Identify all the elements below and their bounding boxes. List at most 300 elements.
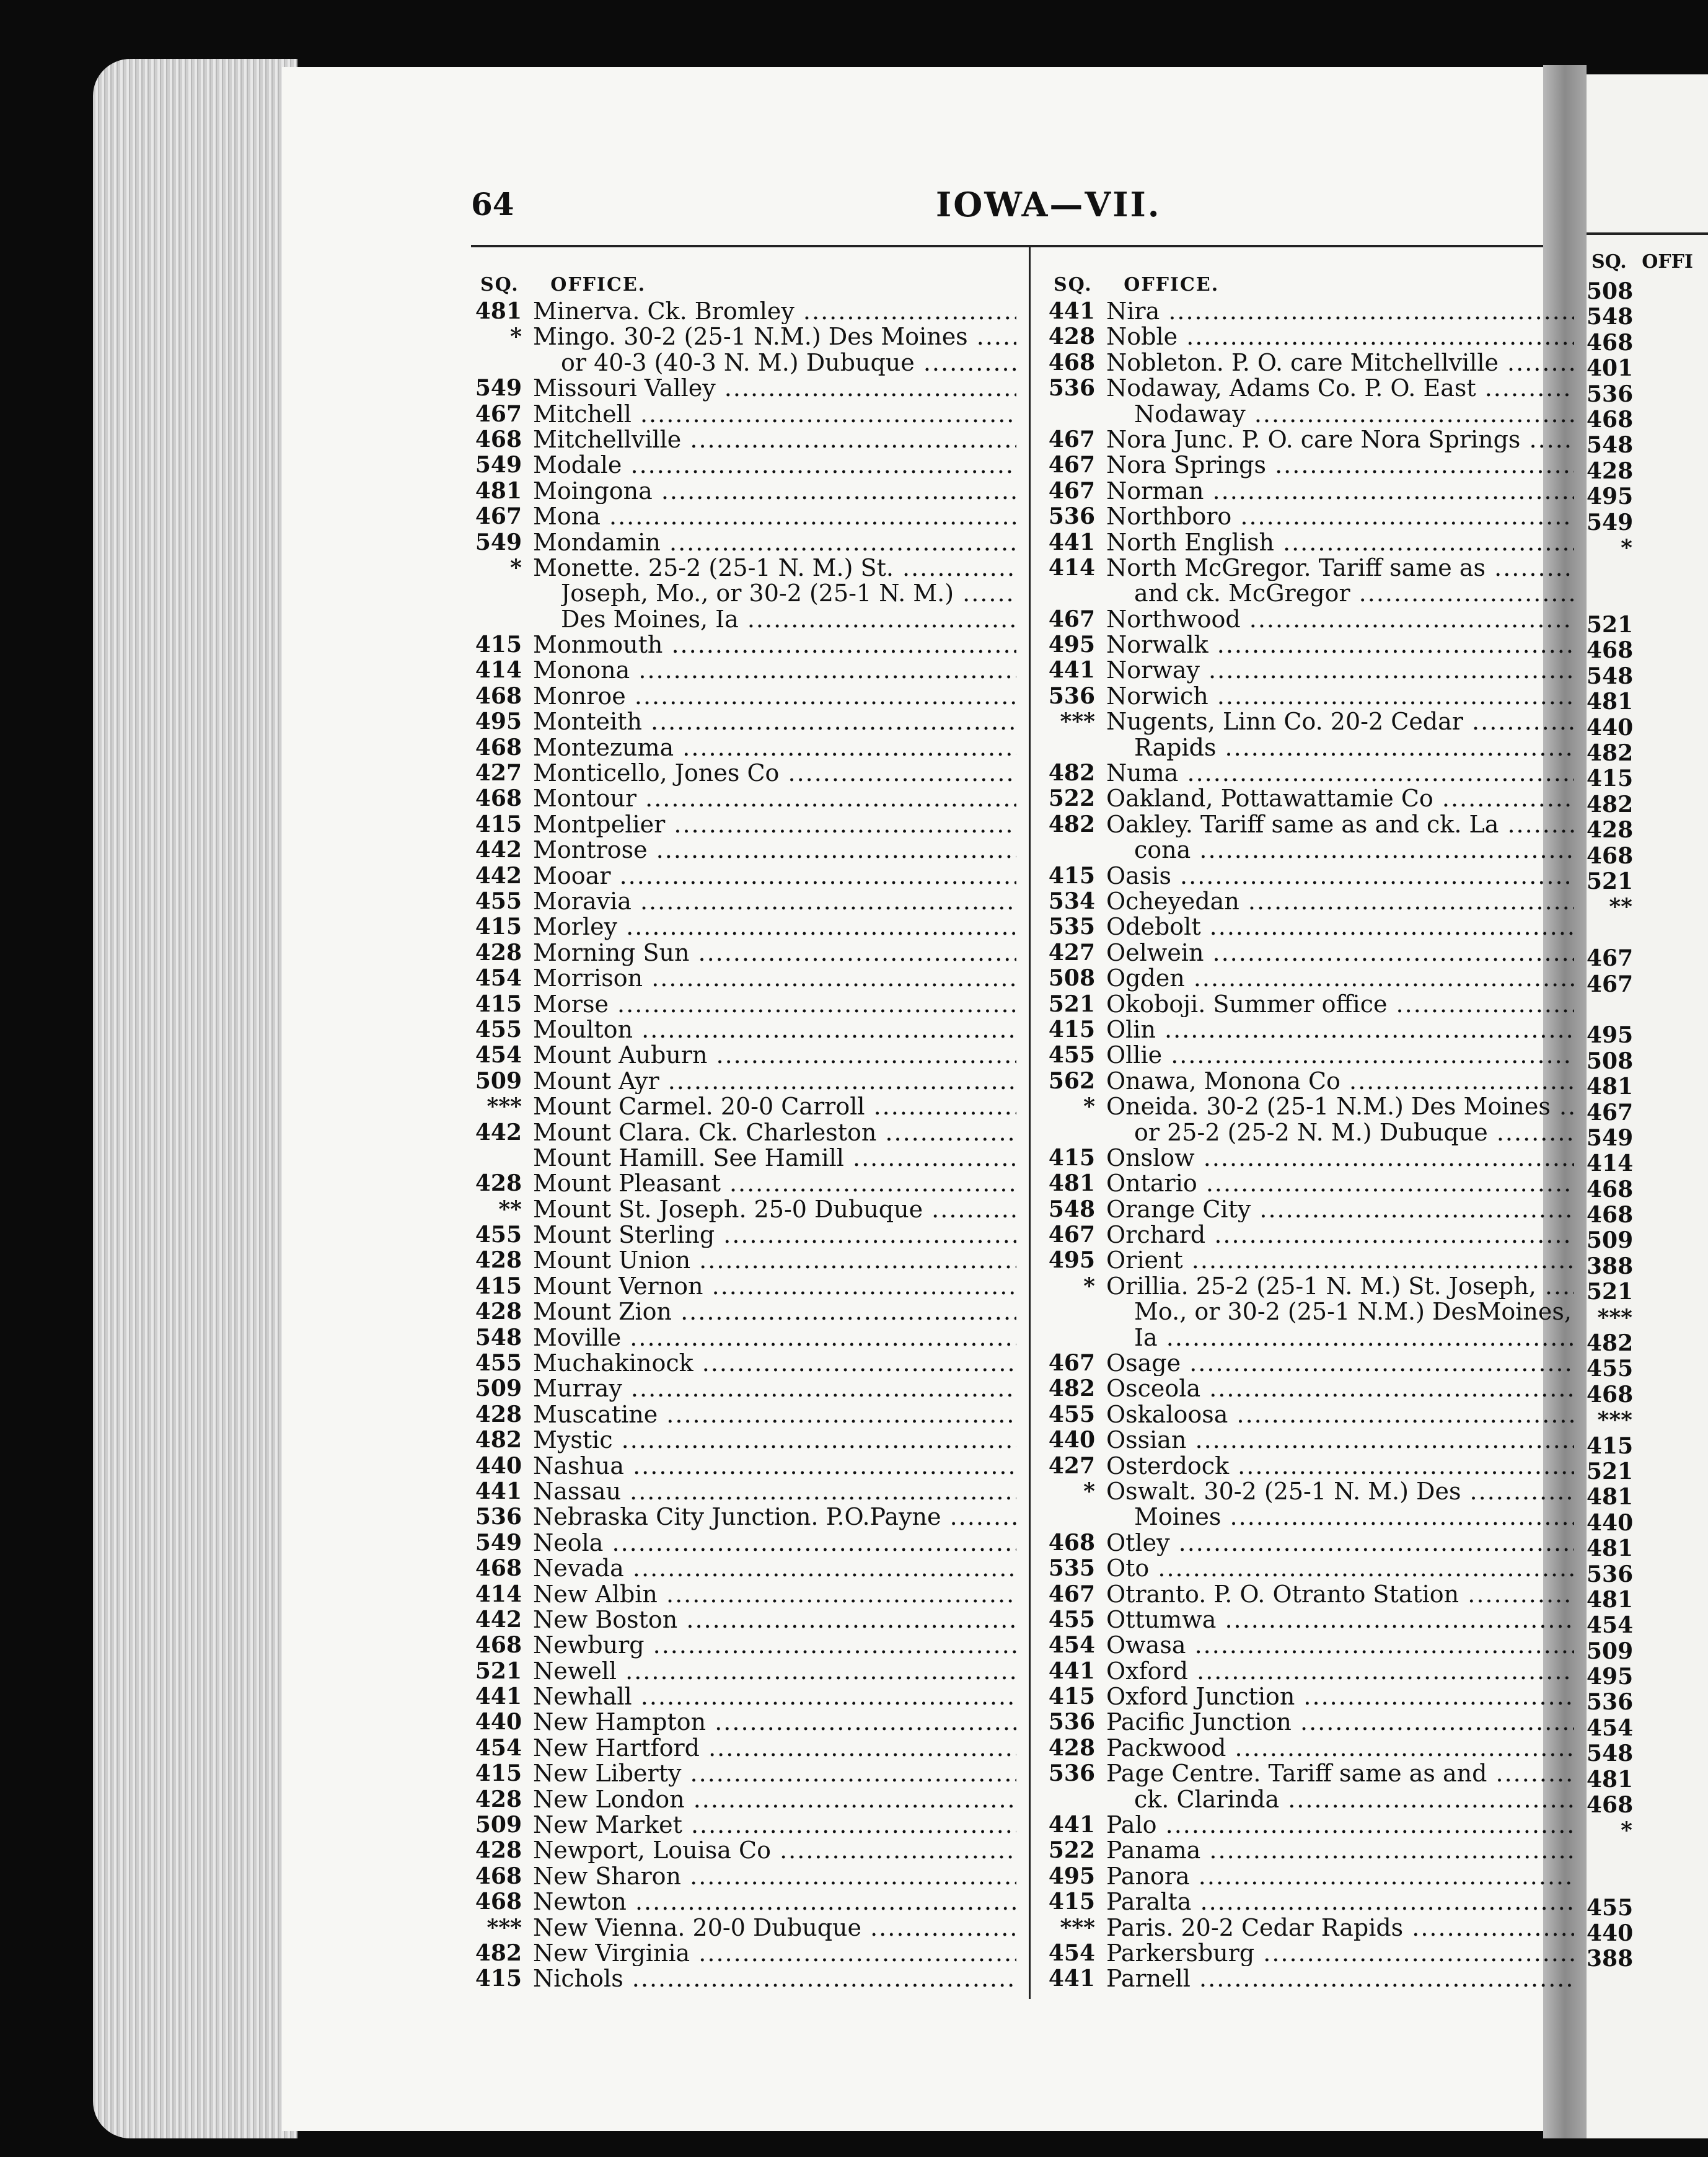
office-name: North McGregor. Tariff same as ..... (1106, 555, 1574, 581)
sq-number: *** (1597, 1407, 1632, 1434)
office-entry (471, 837, 1016, 863)
sq-number: 415 (1048, 1683, 1095, 1710)
office-entry (471, 1556, 1016, 1581)
sq-number: 468 (475, 426, 522, 452)
office-entry (1044, 1941, 1574, 1966)
sq-number: 481 (1048, 1170, 1095, 1197)
sq-number: 548 (1587, 1740, 1634, 1767)
office-name: Newburg ..... (533, 1633, 1016, 1658)
office-entry (471, 530, 1016, 555)
sq-number: 509 (475, 1812, 522, 1838)
office-name: Neola ..... (533, 1530, 1016, 1556)
office-label: OFFICE. (1124, 274, 1220, 296)
office-entry (471, 1248, 1016, 1273)
sq-number: 440 (1587, 1920, 1634, 1946)
office-name: Osceola ..... (1106, 1376, 1574, 1401)
office-entry (1044, 1017, 1574, 1043)
sq-number: 455 (475, 1016, 522, 1043)
sq-number: 428 (475, 1299, 522, 1325)
sq-number: 455 (475, 1350, 522, 1377)
sq-number: 482 (475, 1940, 522, 1966)
sq-number: 455 (1048, 1042, 1095, 1069)
office-name: Panora ..... (1106, 1864, 1574, 1889)
sq-number: * (1621, 1817, 1632, 1844)
sq-number: 468 (1587, 842, 1634, 869)
office-name: Montrose ..... (533, 837, 1016, 863)
office-entry (471, 504, 1016, 529)
sq-number: *** (486, 1914, 522, 1941)
sq-number: 441 (1048, 657, 1095, 684)
sq-number: 440 (1587, 714, 1634, 741)
sq-number: 521 (1587, 612, 1634, 638)
office-entry (471, 786, 1016, 811)
office-name: New Liberty ..... (533, 1761, 1016, 1786)
office-name: Moville ..... (533, 1325, 1016, 1351)
sq-number: 414 (1587, 1150, 1634, 1177)
office-entry (1044, 350, 1574, 376)
office-entry (471, 992, 1016, 1017)
left-column-header (480, 274, 646, 296)
office-name: Nira ..... (1106, 299, 1574, 324)
office-entry (1044, 1427, 1574, 1453)
office-entry (1044, 1248, 1574, 1273)
sq-number: 415 (475, 811, 522, 837)
office-entry (1044, 1915, 1574, 1941)
office-name: New Sharon ..... (533, 1864, 1016, 1889)
sq-number: 467 (1587, 945, 1634, 972)
office-entry (471, 1736, 1016, 1761)
office-name: Ottumwa ..... (1106, 1607, 1574, 1633)
office-name: Muscatine ..... (533, 1402, 1016, 1427)
sq-number: 454 (475, 1734, 522, 1761)
office-entry (471, 1274, 1016, 1299)
office-entry (471, 1633, 1016, 1658)
sq-number: 427 (1048, 939, 1095, 966)
sq-number: 427 (1048, 1452, 1095, 1479)
sq-number: 415 (475, 990, 522, 1017)
sq-number: 468 (475, 785, 522, 812)
office-name: Mount Sterling ..... (533, 1222, 1016, 1248)
sq-number: 508 (1587, 278, 1634, 304)
sq-number: 415 (1048, 862, 1095, 889)
sq-number: 415 (1587, 1432, 1634, 1459)
office-name: Orillia. 25-2 (25-1 N. M.) St. Joseph, ..... (1106, 1274, 1574, 1299)
facing-page (1587, 74, 1708, 2138)
sq-number: 454 (1587, 1612, 1634, 1639)
office-entry (1044, 658, 1574, 683)
office-name: and ck. McGregor ..... (1134, 581, 1574, 606)
office-entry (471, 1889, 1016, 1915)
office-name: Mystic ..... (533, 1427, 1016, 1453)
office-name: Morse ..... (533, 992, 1016, 1017)
sq-number: 455 (1048, 1401, 1095, 1427)
office-name: New Albin ..... (533, 1582, 1016, 1607)
sq-number: 415 (1587, 765, 1634, 792)
office-name: Mooar ..... (533, 863, 1016, 889)
office-entry (1044, 1094, 1574, 1119)
sq-number: 549 (475, 529, 522, 555)
office-entry (1044, 376, 1574, 401)
sq-number: 468 (1587, 1176, 1634, 1202)
sq-number: 536 (1048, 1709, 1095, 1736)
office-entry (1044, 1120, 1574, 1145)
office-entry (471, 350, 1016, 376)
sq-number: 495 (1587, 1022, 1634, 1049)
office-name: Morrison ..... (533, 966, 1016, 991)
office-entry (471, 324, 1016, 350)
office-name: Muchakinock ..... (533, 1351, 1016, 1376)
sq-number: 482 (1587, 1330, 1634, 1357)
office-name: Mondamin ..... (533, 530, 1016, 555)
sq-number: 495 (1587, 483, 1634, 510)
sq-number: 415 (475, 1965, 522, 1992)
office-name: Otranto. P. O. Otranto Station ..... (1106, 1582, 1574, 1607)
page-number: 64 (471, 186, 514, 223)
sq-number: 536 (1587, 381, 1634, 407)
office-name: Oxford ..... (1106, 1659, 1574, 1684)
office-name: Northboro ..... (1106, 504, 1574, 529)
sq-number: 401 (1587, 355, 1634, 382)
office-entry (471, 1709, 1016, 1735)
office-entry (471, 299, 1016, 324)
office-entry (1044, 761, 1574, 786)
sq-number: 495 (1048, 1863, 1095, 1889)
office-entry (1044, 786, 1574, 811)
office-entry (1044, 1145, 1574, 1171)
office-entry (471, 1864, 1016, 1889)
office-name: Ollie ..... (1106, 1043, 1574, 1068)
office-entry (471, 812, 1016, 837)
sq-number: 454 (475, 965, 522, 992)
office-name: Numa ..... (1106, 761, 1574, 786)
sq-number: * (1083, 1478, 1095, 1504)
office-name: Oto ..... (1106, 1556, 1574, 1581)
office-entry (1044, 1171, 1574, 1196)
sq-number: 562 (1048, 1067, 1095, 1094)
office-entry (471, 1453, 1016, 1479)
office-entry (1044, 837, 1574, 863)
sq-number: *** (1060, 708, 1095, 735)
office-entry (1044, 1069, 1574, 1094)
office-entry (471, 1582, 1016, 1607)
office-entry (1044, 1633, 1574, 1658)
sq-number: 536 (1048, 375, 1095, 402)
sq-number: 441 (1048, 1965, 1095, 1992)
sq-number: 467 (1587, 1099, 1634, 1126)
office-name: Pacific Junction ..... (1106, 1709, 1574, 1735)
office-name: New Market ..... (533, 1812, 1016, 1838)
office-name: Mitchell ..... (533, 402, 1016, 427)
office-entry (1044, 1376, 1574, 1401)
office-entry (471, 889, 1016, 914)
left-office-list (471, 299, 1016, 1992)
office-entry (1044, 1736, 1574, 1761)
sq-number: 415 (475, 1760, 522, 1787)
sq-number: 468 (1587, 1381, 1634, 1408)
office-name: Ocheyedan ..... (1106, 889, 1574, 914)
office-name: Des Moines, Ia ..... (561, 607, 1016, 632)
office-name: Monmouth ..... (533, 632, 1016, 658)
column-divider (1029, 245, 1031, 1999)
sq-number: ** (1609, 894, 1632, 920)
office-entry (471, 914, 1016, 940)
sq-number: 455 (1048, 1606, 1095, 1633)
sq-number: 441 (475, 1478, 522, 1504)
office-name: Newton ..... (533, 1889, 1016, 1915)
sq-number: 468 (475, 1889, 522, 1915)
office-name: Orange City ..... (1106, 1197, 1574, 1222)
office-entry (471, 1120, 1016, 1145)
sq-number: 468 (475, 1863, 522, 1889)
office-entry (1044, 1761, 1574, 1786)
sq-number: 455 (475, 1222, 522, 1248)
sq-number: *** (1597, 1304, 1632, 1331)
office-name: New Vienna. 20-0 Dubuque ..... (533, 1915, 1016, 1941)
office-entry (1044, 1043, 1574, 1068)
sq-number: 468 (1587, 406, 1634, 433)
office-entry (1044, 1582, 1574, 1607)
office-name: Mitchellville ..... (533, 427, 1016, 452)
sq-number: * (510, 554, 522, 581)
office-entry (471, 1427, 1016, 1453)
sq-number: * (1083, 1093, 1095, 1120)
office-entry (1044, 299, 1574, 324)
sq-number: 548 (1587, 663, 1634, 689)
office-name: Nevada ..... (533, 1556, 1016, 1581)
sq-number: 441 (475, 1683, 522, 1710)
office-name: North English ..... (1106, 530, 1574, 555)
office-name: Odebolt ..... (1106, 914, 1574, 940)
office-entry (471, 376, 1016, 401)
office-name: Newell ..... (533, 1659, 1016, 1684)
office-entry (471, 709, 1016, 734)
office-name: Olin ..... (1106, 1017, 1574, 1043)
office-entry (471, 1787, 1016, 1812)
office-entry (471, 1915, 1016, 1941)
sq-number: 455 (475, 888, 522, 914)
office-entry (1044, 914, 1574, 940)
office-name: or 25-2 (25-2 N. M.) Dubuque ..... (1134, 1120, 1574, 1145)
sq-number: 467 (1048, 1222, 1095, 1248)
office-name: Mount Zion ..... (533, 1299, 1016, 1325)
sq-number: 509 (475, 1067, 522, 1094)
office-entry (471, 1402, 1016, 1427)
sq-number: 548 (1587, 304, 1634, 330)
office-name: Panama ..... (1106, 1838, 1574, 1863)
sq-number: 455 (1587, 1356, 1634, 1382)
office-name: Mount Ayr ..... (533, 1069, 1016, 1094)
office-name: Nodaway, Adams Co. P. O. East ..... (1106, 376, 1574, 401)
sq-number: 536 (1587, 1689, 1634, 1716)
sq-number: 521 (1048, 990, 1095, 1017)
sq-number: 535 (1048, 1555, 1095, 1582)
facing-office-label: OFFI (1642, 251, 1693, 273)
sq-number: 549 (475, 452, 522, 479)
office-entry (471, 1761, 1016, 1786)
office-entry (471, 1812, 1016, 1838)
sq-number: 441 (1048, 298, 1095, 324)
office-entry (471, 761, 1016, 786)
sq-number: 454 (1048, 1940, 1095, 1966)
office-name: Moingona ..... (533, 479, 1016, 504)
sq-number: 415 (475, 914, 522, 940)
office-name: Mount Pleasant ..... (533, 1171, 1016, 1196)
office-name: New London ..... (533, 1787, 1016, 1812)
sq-number: 536 (475, 1504, 522, 1530)
office-name: cona ..... (1134, 837, 1574, 863)
office-name: Nora Junc. P. O. care Nora Springs ..... (1106, 427, 1574, 452)
office-entry (1044, 684, 1574, 709)
office-name: Orient ..... (1106, 1248, 1574, 1273)
office-entry (1044, 1453, 1574, 1479)
office-entry (1044, 1325, 1574, 1351)
office-name: Modale ..... (533, 452, 1016, 478)
sq-number: 467 (1048, 426, 1095, 452)
sq-number: 442 (475, 837, 522, 863)
office-entry (471, 1069, 1016, 1094)
office-name: Paralta ..... (1106, 1889, 1574, 1915)
sq-number: 495 (475, 708, 522, 735)
office-entry (1044, 889, 1574, 914)
sq-number: 468 (475, 1555, 522, 1582)
office-name: Oswalt. 30-2 (25-1 N. M.) Des ..... (1106, 1479, 1574, 1504)
office-name: Osage ..... (1106, 1351, 1574, 1376)
office-entry (1044, 402, 1574, 427)
office-name: Murray ..... (533, 1376, 1016, 1401)
office-name: Oskaloosa ..... (1106, 1402, 1574, 1427)
sq-number: 468 (475, 734, 522, 761)
sq-number: 521 (1587, 1458, 1634, 1484)
sq-number: 440 (475, 1452, 522, 1479)
office-entry (1044, 1556, 1574, 1581)
office-name: Oasis ..... (1106, 863, 1574, 889)
sq-number: 428 (1587, 817, 1634, 844)
office-name: Oelwein ..... (1106, 940, 1574, 966)
office-name: Mo., or 30-2 (25-1 N.M.) DesMoines, ..... (1134, 1299, 1574, 1325)
sq-number: 548 (1048, 1196, 1095, 1222)
right-office-list (1044, 299, 1574, 1992)
sq-number: 440 (1048, 1427, 1095, 1453)
sq-number: 468 (475, 682, 522, 709)
office-entry (1044, 1966, 1574, 1992)
office-name: Ia ..... (1134, 1325, 1574, 1351)
office-entry (471, 1197, 1016, 1222)
office-name: Mona ..... (533, 504, 1016, 529)
sq-number: 548 (1587, 432, 1634, 459)
sq-number: 482 (1587, 740, 1634, 767)
sq-number: 508 (1587, 1048, 1634, 1074)
office-name: Norwich ..... (1106, 684, 1574, 709)
sq-number: 442 (475, 1119, 522, 1145)
office-entry (1044, 1787, 1574, 1812)
sq-number: 521 (1587, 1279, 1634, 1305)
sq-number: 482 (1048, 760, 1095, 787)
sq-number: 509 (1587, 1638, 1634, 1664)
office-entry (1044, 1504, 1574, 1530)
office-entry (471, 1017, 1016, 1043)
office-name: Ogden ..... (1106, 966, 1574, 991)
office-entry (471, 555, 1016, 581)
office-entry (471, 1659, 1016, 1684)
sq-number: 467 (1048, 1350, 1095, 1377)
sq-number: 508 (1048, 965, 1095, 992)
sq-number: *** (486, 1093, 522, 1120)
office-entry (1044, 992, 1574, 1017)
office-entry (471, 735, 1016, 761)
office-entry (1044, 1402, 1574, 1427)
office-name: Morning Sun ..... (533, 940, 1016, 966)
sq-number: 521 (475, 1657, 522, 1684)
sq-number: 440 (1587, 1509, 1634, 1536)
office-entry (1044, 709, 1574, 734)
office-entry (471, 940, 1016, 966)
office-entry (1044, 530, 1574, 555)
office-name: New Virginia ..... (533, 1941, 1016, 1966)
office-name: Oxford Junction ..... (1106, 1684, 1574, 1709)
office-entry (1044, 1222, 1574, 1248)
sq-number: 509 (475, 1375, 522, 1402)
office-name: Mount St. Joseph. 25-0 Dubuque ..... (533, 1197, 1016, 1222)
office-entry (471, 1479, 1016, 1504)
header-rule (471, 245, 1543, 247)
office-name: Page Centre. Tariff same as and ..... (1106, 1761, 1574, 1786)
sq-label: SQ. (1054, 274, 1093, 296)
office-name: Nodaway ..... (1134, 402, 1574, 427)
office-entry (471, 1504, 1016, 1530)
office-name: Parnell ..... (1106, 1966, 1574, 1992)
office-entry (471, 1530, 1016, 1556)
office-entry (1044, 1299, 1574, 1325)
office-entry (1044, 1197, 1574, 1222)
sq-number: 454 (475, 1042, 522, 1069)
sq-number: 468 (1048, 1529, 1095, 1556)
office-name: Rapids ..... (1134, 735, 1574, 761)
office-name: Paris. 20-2 Cedar Rapids ..... (1106, 1915, 1574, 1941)
office-entry (1044, 1479, 1574, 1504)
sq-number: 442 (475, 862, 522, 889)
office-entry (471, 1171, 1016, 1196)
sq-number: 414 (475, 1581, 522, 1607)
sq-number: 415 (475, 632, 522, 658)
office-name: Norwalk ..... (1106, 632, 1574, 658)
office-entry (1044, 581, 1574, 606)
office-entry (1044, 1351, 1574, 1376)
office-name: Osterdock ..... (1106, 1453, 1574, 1479)
office-name: New Hampton ..... (533, 1709, 1016, 1735)
sq-number: 481 (1587, 1074, 1634, 1100)
sq-number: * (1621, 534, 1632, 561)
sq-number: 428 (475, 1170, 522, 1197)
sq-number: 481 (475, 477, 522, 504)
office-entry (1044, 452, 1574, 478)
office-entry (1044, 966, 1574, 991)
sq-number: *** (1060, 1914, 1095, 1941)
office-entry (471, 1299, 1016, 1325)
office-entry (1044, 1709, 1574, 1735)
office-name: ck. Clarinda ..... (1134, 1787, 1574, 1812)
office-name: Moines ..... (1134, 1504, 1574, 1530)
sq-number: 481 (1587, 1766, 1634, 1793)
office-name: Norway ..... (1106, 658, 1574, 683)
office-label: OFFICE. (550, 274, 646, 296)
sq-number: 482 (1048, 1375, 1095, 1402)
office-name: Montour ..... (533, 786, 1016, 811)
office-entry (1044, 1812, 1574, 1838)
sq-number: 467 (1048, 1581, 1095, 1607)
sq-number: 414 (475, 657, 522, 684)
office-entry (1044, 555, 1574, 581)
office-entry (1044, 1607, 1574, 1633)
